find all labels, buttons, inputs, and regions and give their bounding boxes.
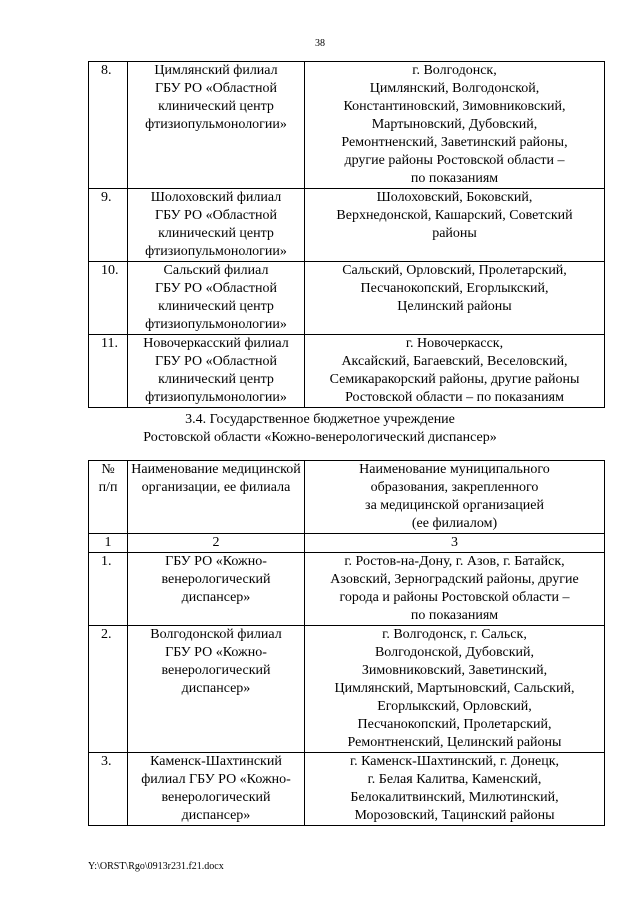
territory-line: Егорлыкский, Орловский, — [377, 699, 532, 714]
organization-line: фтизиопульмонологии» — [145, 244, 287, 259]
territory-line: г. Каменск-Шахтинский, г. Донецк, — [349, 754, 560, 769]
row-number: 8. — [89, 62, 128, 189]
territory-line: г. Новочеркасск, — [405, 336, 504, 351]
territory-line: Аксайский, Багаевский, Веселовский, — [341, 354, 568, 369]
organization-line: диспансер» — [181, 681, 251, 696]
branches-table-dermatovenerology — [88, 460, 605, 826]
organization-cell — [128, 553, 305, 626]
territory-cell — [305, 189, 605, 262]
organization-line: фтизиопульмонологии» — [145, 117, 287, 132]
header-area-line: образования, закрепленного — [370, 480, 539, 495]
organization-line: фтизиопульмонологии» — [145, 390, 287, 405]
table-row — [89, 626, 605, 753]
organization-line: диспансер» — [181, 590, 251, 605]
column-index-row — [89, 534, 605, 553]
organization-cell — [128, 335, 305, 408]
organization-line: Цимлянский филиал — [154, 63, 278, 78]
territory-line: Семикаракорский районы, другие районы — [329, 372, 580, 387]
territory-line: г. Ростов-на-Дону, г. Азов, г. Батайск, — [344, 554, 565, 569]
territory-line: Цимлянский, Мартыновский, Сальский, — [334, 681, 575, 696]
header-area-line: (ее филиалом) — [411, 516, 498, 531]
table-row — [89, 62, 605, 189]
organization-cell — [128, 262, 305, 335]
organization-line: ГБУ РО «Кожно- — [165, 645, 267, 660]
organization-line: венерологический — [161, 790, 271, 805]
section-title-line-1: 3.4. Государственное бюджетное учреждение — [185, 412, 455, 427]
page-number: 38 — [315, 38, 325, 49]
header-org — [128, 461, 305, 534]
territory-cell — [305, 335, 605, 408]
territory-line: г. Волгодонск, г. Сальск, — [382, 627, 527, 642]
organization-line: клинический центр — [158, 99, 274, 114]
organization-cell — [128, 626, 305, 753]
territory-line: по показаниям — [410, 171, 499, 186]
territory-line: Песчанокопский, Пролетарский, — [357, 717, 552, 732]
organization-line: Новочеркасский филиал — [143, 336, 289, 351]
territory-line: по показаниям — [410, 608, 499, 623]
territory-line: Белокалитвинский, Милютинский, — [350, 790, 559, 805]
row-number: 9. — [89, 189, 128, 262]
row-number: 3. — [89, 753, 128, 826]
territory-line: Зимовниковский, Заветинский, — [361, 663, 548, 678]
header-num-line: п/п — [98, 480, 118, 495]
header-area-line: за медицинской организацией — [365, 498, 544, 513]
territory-line: Азовский, Зерноградский районы, другие — [330, 572, 579, 587]
organization-line: диспансер» — [181, 808, 251, 823]
table-row — [89, 553, 605, 626]
header-org-line: Наименование медицинской — [131, 462, 301, 477]
territory-line: Верхнедонской, Кашарский, Советский — [336, 208, 573, 223]
territory-line: Песчанокопский, Егорлыкский, — [360, 281, 549, 296]
territory-line: районы — [432, 226, 477, 241]
territory-line: Ремонтненский, Целинский районы — [347, 735, 562, 750]
territory-line: Ремонтненский, Заветинский районы, — [341, 135, 568, 150]
territory-line: Ростовской области – по показаниям — [345, 390, 564, 405]
organization-line: венерологический — [161, 663, 271, 678]
organization-line: ГБУ РО «Кожно- — [165, 554, 267, 569]
organization-line: клинический центр — [158, 299, 274, 314]
section-title — [0, 411, 640, 447]
territory-line: Сальский, Орловский, Пролетарский, — [342, 263, 567, 278]
organization-line: ГБУ РО «Областной — [154, 354, 278, 369]
territory-cell — [305, 62, 605, 189]
column-index: 3 — [305, 534, 605, 553]
organization-line: фтизиопульмонологии» — [145, 317, 287, 332]
organization-line: Шолоховский филиал — [150, 190, 282, 205]
column-index: 1 — [89, 534, 128, 553]
organization-cell — [128, 753, 305, 826]
territory-line: города и районы Ростовской области – — [339, 590, 570, 605]
header-area — [305, 461, 605, 534]
table-row — [89, 262, 605, 335]
organization-line: филиал ГБУ РО «Кожно- — [141, 772, 291, 787]
row-number: 10. — [89, 262, 128, 335]
header-org-line: организации, ее филиала — [141, 480, 291, 495]
header-area-line: Наименование муниципального — [359, 462, 550, 477]
organization-line: клинический центр — [158, 226, 274, 241]
territory-line: Шолоховский, Боковский, — [376, 190, 533, 205]
header-num — [89, 461, 128, 534]
territory-line: Мартыновский, Дубовский, — [371, 117, 538, 132]
table-row — [89, 753, 605, 826]
territory-line: Константиновский, Зимовниковский, — [343, 99, 566, 114]
territory-cell — [305, 553, 605, 626]
territory-line: г. Волгодонск, — [412, 63, 497, 78]
section-title-line-2: Ростовской области «Кожно-венерологический диспансер» — [143, 430, 497, 445]
header-num-line: № — [101, 462, 115, 477]
row-number: 1. — [89, 553, 128, 626]
territory-line: г. Белая Калитва, Каменский, — [367, 772, 542, 787]
file-path-footer: Y:\ORST\Rgo\0913r231.f21.docx — [88, 861, 224, 872]
territory-line: другие районы Ростовской области – — [344, 153, 565, 168]
row-number: 2. — [89, 626, 128, 753]
table-header-row — [89, 461, 605, 534]
table-row — [89, 189, 605, 262]
branches-table-phthisiology — [88, 61, 605, 408]
territory-cell — [305, 626, 605, 753]
organization-line: ГБУ РО «Областной — [154, 81, 278, 96]
territory-line: Цимлянский, Волгодонской, — [369, 81, 540, 96]
territory-line: Целинский районы — [397, 299, 512, 314]
territory-line: Морозовский, Тацинский районы — [354, 808, 555, 823]
organization-line: клинический центр — [158, 372, 274, 387]
territory-line: Волгодонской, Дубовский, — [374, 645, 535, 660]
organization-line: Каменск-Шахтинский — [150, 754, 282, 769]
territory-cell — [305, 753, 605, 826]
organization-line: ГБУ РО «Областной — [154, 281, 278, 296]
organization-line: венерологический — [161, 572, 271, 587]
organization-line: Сальский филиал — [163, 263, 269, 278]
row-number: 11. — [89, 335, 128, 408]
organization-line: Волгодонской филиал — [150, 627, 282, 642]
territory-cell — [305, 262, 605, 335]
organization-cell — [128, 189, 305, 262]
table-row — [89, 335, 605, 408]
organization-line: ГБУ РО «Областной — [154, 208, 278, 223]
organization-cell — [128, 62, 305, 189]
column-index: 2 — [128, 534, 305, 553]
